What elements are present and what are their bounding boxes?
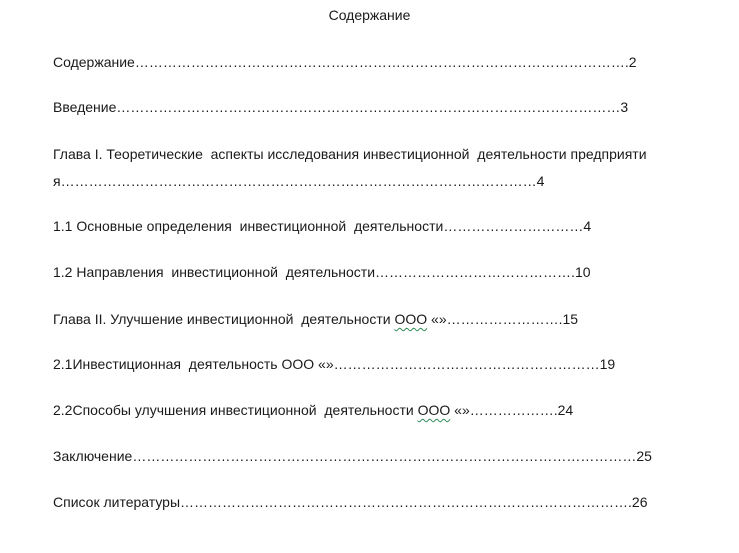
toc-page-number: 4	[536, 173, 545, 189]
toc-entry-text-tail: «»	[450, 402, 470, 418]
toc-entry-text: Список литературы	[53, 494, 181, 510]
toc-page-number: 3	[620, 99, 629, 115]
toc-entry	[53, 401, 573, 419]
toc-leader-dots: ………………………………………………………………………………………………	[132, 448, 637, 464]
toc-page-number: 26	[631, 494, 648, 510]
toc-page-number: 25	[636, 448, 652, 464]
toc-entry	[53, 145, 647, 163]
toc-entry	[53, 310, 578, 328]
toc-entry	[53, 447, 652, 465]
toc-entry-text: 2.2Способы улучшения инвестиционной деятельности	[53, 402, 418, 418]
toc-leader-dots: …………………….	[446, 311, 563, 327]
toc-leader-dots: ………………………………………………………………………………………………	[116, 99, 621, 115]
toc-leader-dots: …………………………………………………	[333, 356, 600, 372]
toc-page-number: 15	[562, 311, 579, 327]
spellcheck-flagged-word: ООО	[417, 402, 451, 418]
toc-leader-dots: …………………………………………………………………………………….	[180, 494, 632, 510]
toc-entry	[53, 98, 628, 116]
toc-page-number: 19	[599, 356, 616, 372]
toc-entry	[53, 172, 544, 190]
toc-title: Содержание	[328, 7, 411, 23]
toc-entry-text: 1.1 Основные определения инвестиционной деятельности	[53, 218, 444, 234]
toc-entry	[53, 217, 591, 235]
toc-page-number: 24	[557, 402, 574, 418]
toc-entry-text: Заключение	[53, 448, 133, 464]
toc-entry-text: 2.1Инвестиционная деятельность ООО «»	[53, 356, 334, 372]
toc-entry-text: Содержание	[53, 54, 135, 70]
toc-leader-dots: …………………………………………………………………………………………	[60, 173, 537, 189]
toc-entry	[53, 493, 648, 511]
toc-entry	[53, 53, 637, 71]
toc-leader-dots: …………………………………….	[375, 264, 575, 280]
toc-entry-text: Глава I. Теоретические аспекты исследования инвестиционной деятельности предприяти	[53, 146, 647, 162]
toc-leader-dots: …………………………………………………………………………………………….	[134, 54, 629, 70]
toc-entry	[53, 355, 615, 373]
toc-entry	[53, 263, 591, 281]
toc-page-number: 10	[574, 264, 591, 280]
toc-entry-text: я	[53, 173, 61, 189]
toc-leader-dots: ……………….	[469, 402, 558, 418]
toc-entry-text: 1.2 Направления инвестиционной деятельности	[53, 264, 376, 280]
toc-page-number: 4	[583, 218, 592, 234]
toc-leader-dots: …………………………	[443, 218, 584, 234]
toc-entry-text: Глава II. Улучшение инвестиционной деятельности	[53, 311, 395, 327]
toc-entry-text: Введение	[53, 99, 117, 115]
toc-entry-text-tail: «»	[427, 311, 447, 327]
toc-page-number: 2	[628, 54, 637, 70]
spellcheck-flagged-word: ООО	[394, 311, 428, 327]
